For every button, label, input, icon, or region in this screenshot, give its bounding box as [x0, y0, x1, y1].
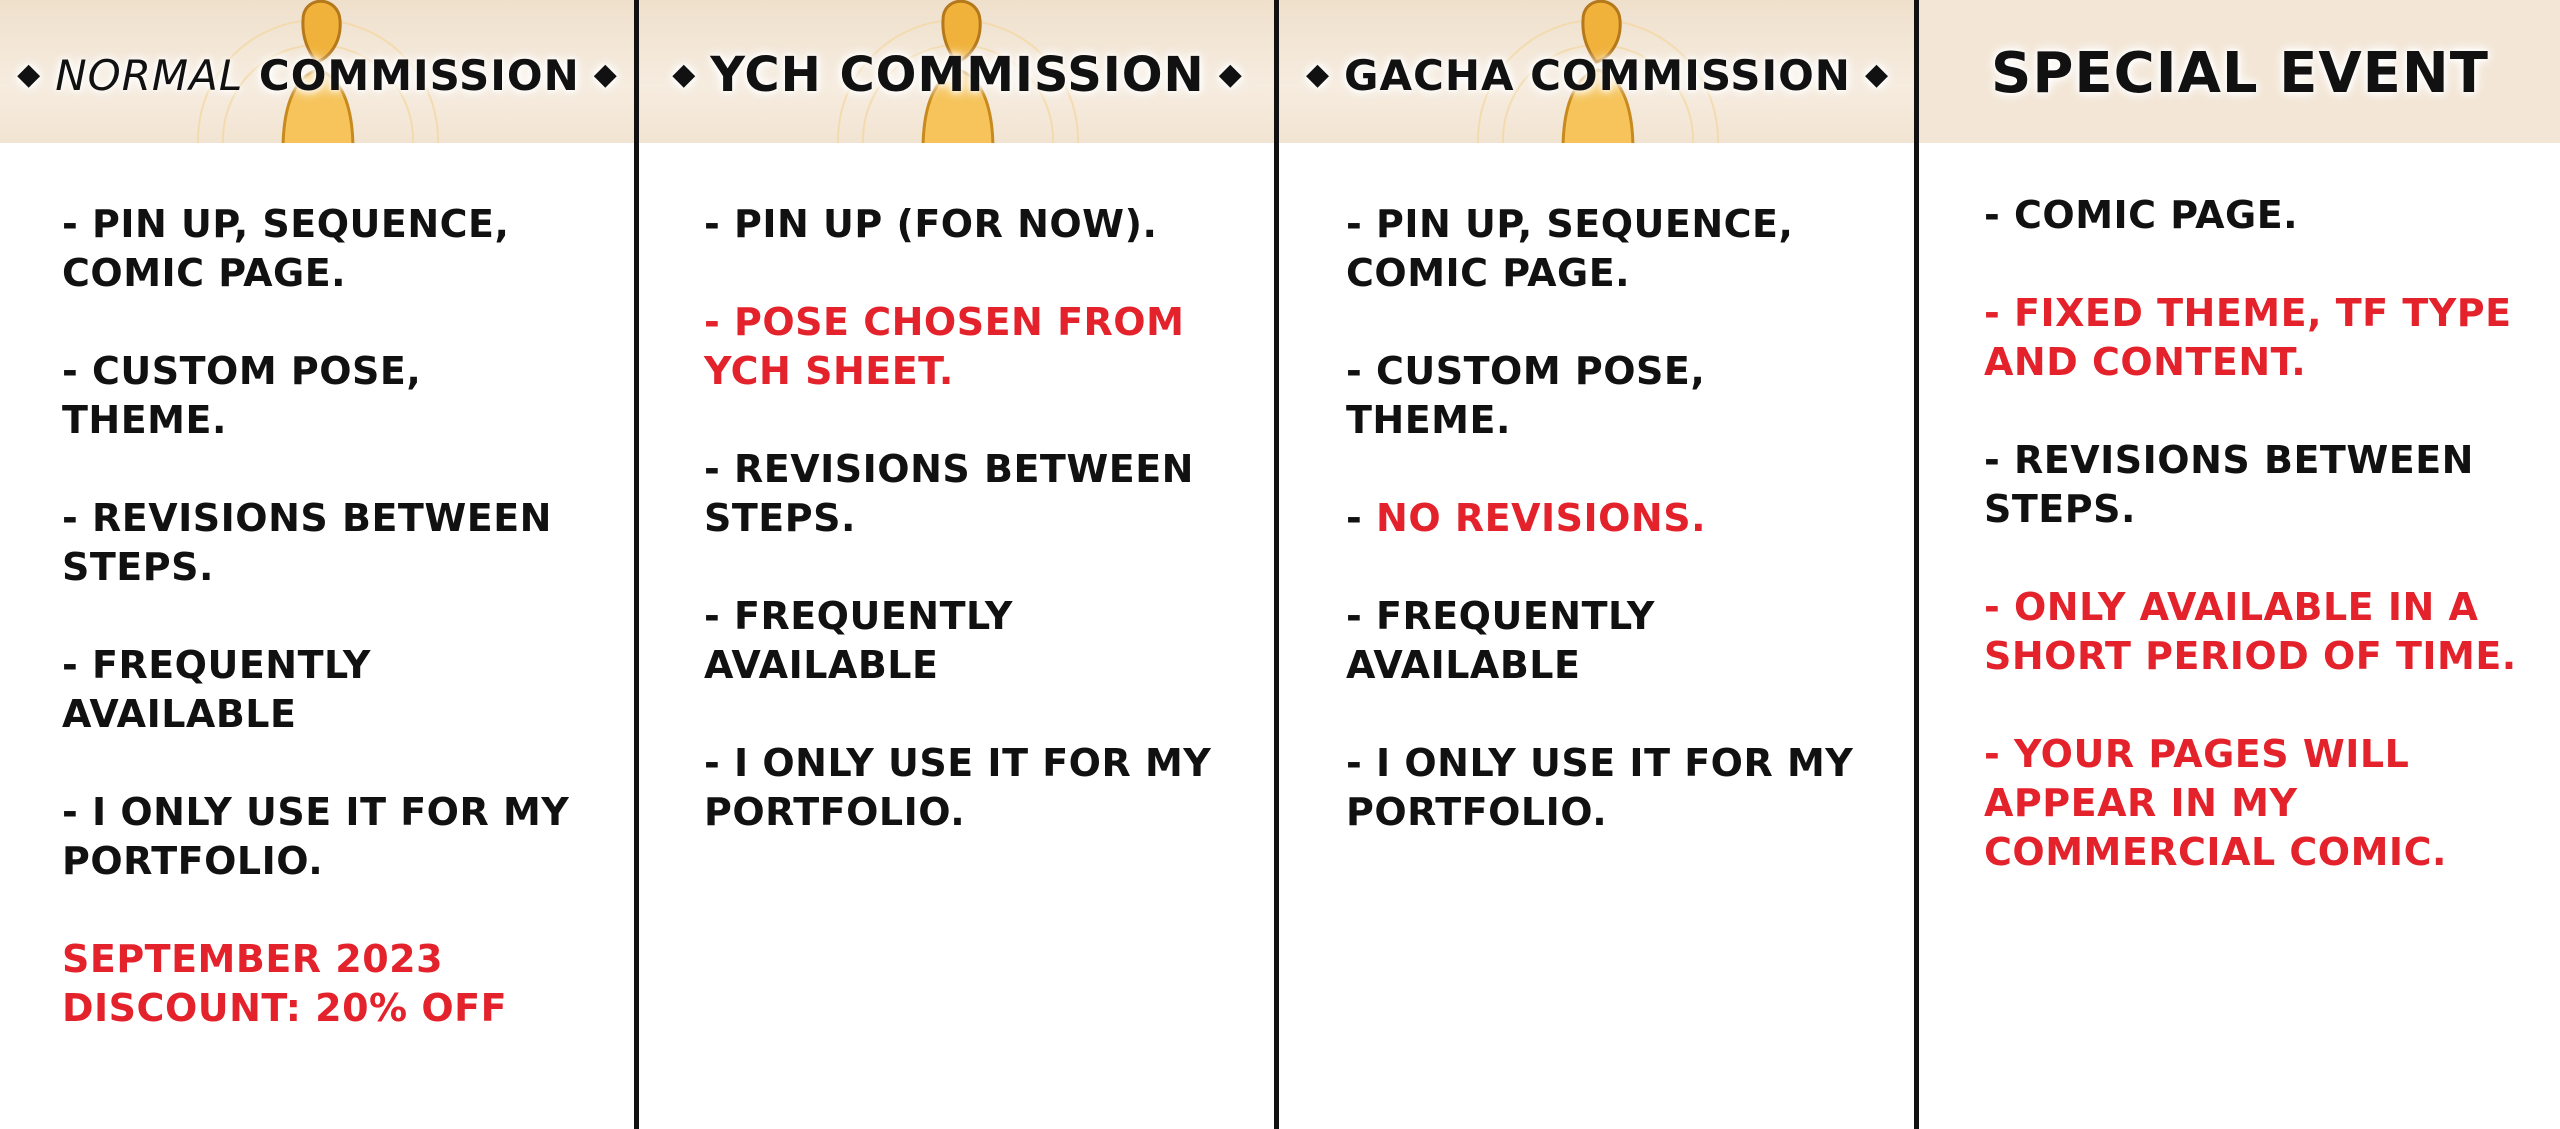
- diamond-icon: ◆: [1305, 57, 1331, 92]
- no-revisions-text: NO REVISIONS.: [1376, 496, 1707, 540]
- diamond-icon: ◆: [1218, 57, 1243, 92]
- column-title: YCH COMMISSION: [710, 47, 1205, 103]
- column-divider: [1274, 0, 1279, 1129]
- list-item: - PIN UP, SEQUENCE, COMIC PAGE.: [1346, 202, 1794, 295]
- list-item: - FREQUENTLY AVAILABLE: [704, 594, 1013, 687]
- list-item: - ONLY AVAILABLE IN A SHORT PERIOD OF TIME.: [1984, 585, 2517, 678]
- column-divider: [634, 0, 639, 1129]
- list-item: - I ONLY USE IT FOR MY PORTFOLIO.: [62, 790, 570, 883]
- list-item: - PIN UP, SEQUENCE, COMIC PAGE.: [62, 202, 510, 295]
- list-item: [1346, 494, 1866, 543]
- list-item: - COMIC PAGE.: [1984, 193, 2299, 237]
- list-item: - REVISIONS BETWEEN STEPS.: [704, 447, 1194, 540]
- list-item-dash: -: [1346, 496, 1377, 540]
- list-item: - I ONLY USE IT FOR MY PORTFOLIO.: [1346, 741, 1854, 834]
- special-event-list: [1984, 191, 2544, 926]
- list-item: - REVISIONS BETWEEN STEPS.: [1984, 438, 2474, 531]
- ych-commission-header: [640, 0, 1275, 143]
- list-item: - POSE CHOSEN FROM YCH SHEET.: [704, 300, 1185, 393]
- normal-commission-header: [0, 0, 635, 143]
- normal-commission-list: [62, 200, 582, 1082]
- discount-note: SEPTEMBER 2023 DISCOUNT: 20% OFF: [62, 937, 508, 1030]
- list-item: - CUSTOM POSE, THEME.: [62, 349, 422, 442]
- column-title: COMMISSION: [258, 50, 580, 100]
- list-item: - YOUR PAGES WILL APPEAR IN MY COMMERCIAL COMIC.: [1984, 732, 2447, 874]
- gacha-commission-list: [1346, 200, 1866, 886]
- title-italic: NORMAL: [55, 50, 244, 100]
- list-item: - REVISIONS BETWEEN STEPS.: [62, 496, 552, 589]
- column-title: GACHA COMMISSION: [1344, 50, 1851, 100]
- column-divider: [1914, 0, 1919, 1129]
- list-item: - FIXED THEME, TF TYPE AND CONTENT.: [1984, 291, 2512, 384]
- diamond-icon: ◆: [17, 57, 42, 92]
- gacha-commission-header: [1280, 0, 1915, 143]
- list-item: - PIN UP (FOR NOW).: [704, 202, 1158, 246]
- list-item: - FREQUENTLY AVAILABLE: [62, 643, 371, 736]
- ych-commission-list: [704, 200, 1224, 886]
- special-event-header: [1920, 0, 2560, 143]
- list-item: - CUSTOM POSE, THEME.: [1346, 349, 1706, 442]
- list-item: - I ONLY USE IT FOR MY PORTFOLIO.: [704, 741, 1212, 834]
- diamond-icon: ◆: [1864, 57, 1890, 92]
- list-item: - FREQUENTLY AVAILABLE: [1346, 594, 1655, 687]
- diamond-icon: ◆: [593, 57, 618, 92]
- diamond-icon: ◆: [672, 57, 697, 92]
- column-title: SPECIAL EVENT: [1991, 40, 2489, 106]
